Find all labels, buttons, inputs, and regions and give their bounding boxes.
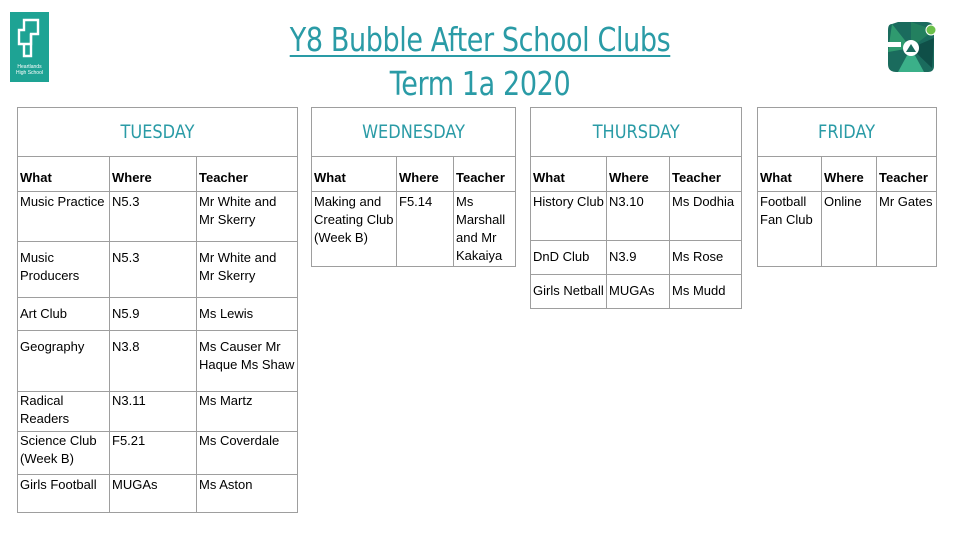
page-subtitle: Term 1a 2020 <box>389 64 571 103</box>
table-row: Radical Readers N3.11 Ms Martz <box>18 392 298 432</box>
where-header: Where <box>822 157 877 192</box>
wednesday-heading: WEDNESDAY <box>312 108 516 157</box>
table-row: Music Producers N5.3 Mr White and Mr Skerry <box>18 242 298 298</box>
school-logo-line-2: High School <box>16 70 43 76</box>
what-header: What <box>312 157 397 192</box>
table-row: Girls Football MUGAs Ms Aston <box>18 475 298 513</box>
table-row: Girls Netball MUGAs Ms Mudd <box>531 275 742 309</box>
shutter-badge-icon <box>884 18 938 76</box>
table-row: Science Club (Week B) F5.21 Ms Coverdale <box>18 432 298 475</box>
table-row: DnD Club N3.9 Ms Rose <box>531 241 742 275</box>
what-header: What <box>758 157 822 192</box>
table-row: Art Club N5.9 Ms Lewis <box>18 298 298 331</box>
table-row: History Club N3.10 Ms Dodhia <box>531 192 742 241</box>
table-row: Making and Creating Club (Week B) F5.14 Ms Marshall and Mr Kakaiya <box>312 192 516 267</box>
table-row: Football Fan Club Online Mr Gates <box>758 192 937 267</box>
where-header: Where <box>607 157 670 192</box>
where-header: Where <box>397 157 454 192</box>
table-row: Music Practice N5.3 Mr White and Mr Skerry <box>18 192 298 242</box>
what-header: What <box>531 157 607 192</box>
friday-table <box>757 107 937 267</box>
tuesday-table <box>17 107 298 513</box>
table-row: Geography N3.8 Ms Causer Mr Haque Ms Shaw <box>18 331 298 392</box>
tuesday-heading: TUESDAY <box>18 108 298 157</box>
school-logo-line-1: Heartlands <box>17 64 42 70</box>
teacher-header: Teacher <box>454 157 516 192</box>
what-header: What <box>18 157 110 192</box>
teacher-header: Teacher <box>877 157 937 192</box>
teacher-header: Teacher <box>197 157 298 192</box>
thursday-heading: THURSDAY <box>531 108 742 157</box>
page-title: Y8 Bubble After School Clubs <box>289 20 671 59</box>
school-logo-icon <box>10 12 49 82</box>
thursday-table <box>530 107 742 309</box>
wednesday-table <box>311 107 516 267</box>
teacher-header: Teacher <box>670 157 742 192</box>
friday-heading: FRIDAY <box>758 108 937 157</box>
where-header: Where <box>110 157 197 192</box>
